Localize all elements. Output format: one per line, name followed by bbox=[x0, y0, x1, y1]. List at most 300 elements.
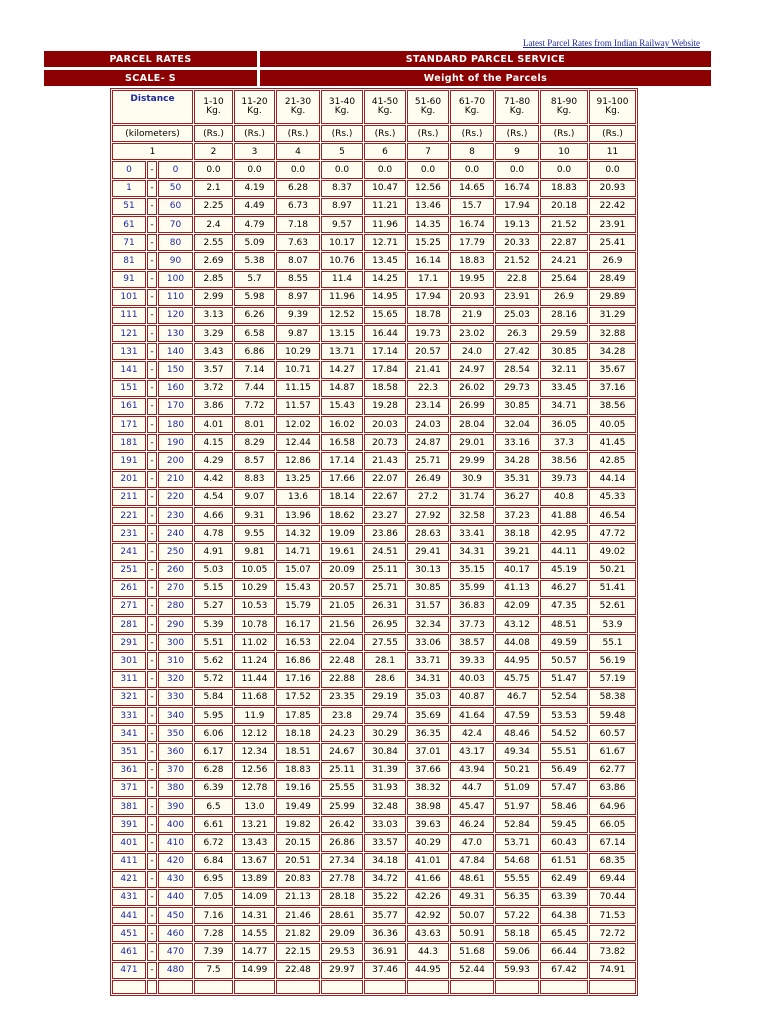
rate-cell: 41.01 bbox=[407, 853, 449, 870]
rate-cell: 14.31 bbox=[234, 907, 275, 924]
weight-unit-label: Kg. bbox=[509, 106, 525, 116]
distance-to-cell: 290 bbox=[158, 616, 193, 633]
rate-cell: 5.95 bbox=[194, 707, 233, 724]
weight-unit-label: Kg. bbox=[377, 106, 393, 116]
distance-separator: - bbox=[147, 562, 157, 579]
rate-cell: 17.84 bbox=[364, 361, 406, 378]
rate-cell: 62.49 bbox=[540, 871, 588, 888]
distance-to-cell: 0 bbox=[158, 161, 193, 178]
weight-range-header-row bbox=[112, 90, 636, 124]
rate-cell: 59.48 bbox=[589, 707, 636, 724]
distance-separator: - bbox=[147, 834, 157, 851]
rate-cell: 56.49 bbox=[540, 762, 588, 779]
rate-cell: 23.27 bbox=[364, 507, 406, 524]
rate-cell: 35.22 bbox=[364, 889, 406, 906]
rate-cell: 6.73 bbox=[276, 198, 320, 215]
rate-cell: 46.54 bbox=[589, 507, 636, 524]
rate-cell: 37.23 bbox=[495, 507, 539, 524]
distance-to-cell: 350 bbox=[158, 725, 193, 742]
rate-cell: 57.19 bbox=[589, 671, 636, 688]
rate-cell: 33.03 bbox=[364, 816, 406, 833]
rate-cell: 69.44 bbox=[589, 871, 636, 888]
distance-to-cell: 480 bbox=[158, 962, 193, 979]
rate-cell: 28.6 bbox=[364, 671, 406, 688]
rate-cell: 52.44 bbox=[450, 962, 494, 979]
rate-cell: 13.89 bbox=[234, 871, 275, 888]
rate-cell: 43.94 bbox=[450, 762, 494, 779]
empty-cell bbox=[147, 980, 157, 994]
rate-cell: 33.41 bbox=[450, 525, 494, 542]
rate-cell: 21.9 bbox=[450, 307, 494, 324]
weight-unit-label: Kg. bbox=[420, 106, 436, 116]
rate-cell: 24.03 bbox=[407, 416, 449, 433]
distance-from-cell: 401 bbox=[112, 834, 146, 851]
distance-separator: - bbox=[147, 234, 157, 251]
rate-cell: 42.95 bbox=[540, 525, 588, 542]
rate-cell: 29.99 bbox=[450, 452, 494, 469]
rate-cell: 11.44 bbox=[234, 671, 275, 688]
distance-to-cell: 420 bbox=[158, 853, 193, 870]
rate-cell: 16.02 bbox=[321, 416, 363, 433]
rate-cell: 6.26 bbox=[234, 307, 275, 324]
rate-cell: 31.74 bbox=[450, 489, 494, 506]
rate-cell: 48.61 bbox=[450, 871, 494, 888]
table-row bbox=[112, 234, 636, 251]
distance-to-cell: 390 bbox=[158, 798, 193, 815]
rate-cell: 22.48 bbox=[276, 962, 320, 979]
distance-separator: - bbox=[147, 525, 157, 542]
rate-cell: 34.31 bbox=[450, 543, 494, 560]
distance-to-cell: 270 bbox=[158, 580, 193, 597]
table-row bbox=[112, 634, 636, 651]
distance-separator: - bbox=[147, 671, 157, 688]
rate-cell: 38.57 bbox=[450, 634, 494, 651]
latest-rates-link[interactable]: Latest Parcel Rates from Indian Railway Website bbox=[523, 38, 701, 48]
column-number: 3 bbox=[234, 143, 275, 160]
rate-cell: 41.66 bbox=[407, 871, 449, 888]
distance-to-cell: 260 bbox=[158, 562, 193, 579]
distance-separator: - bbox=[147, 798, 157, 815]
rate-cell: 39.33 bbox=[450, 652, 494, 669]
empty-cell bbox=[407, 980, 449, 994]
rate-cell: 35.15 bbox=[450, 562, 494, 579]
distance-separator: - bbox=[147, 943, 157, 960]
weight-range-header bbox=[407, 90, 449, 124]
distance-separator: - bbox=[147, 434, 157, 451]
rupees-unit-header: (Rs.) bbox=[234, 125, 275, 142]
column-number: 8 bbox=[450, 143, 494, 160]
rate-cell: 40.17 bbox=[495, 562, 539, 579]
rate-cell: 28.16 bbox=[540, 307, 588, 324]
distance-separator: - bbox=[147, 271, 157, 288]
distance-from-cell: 351 bbox=[112, 743, 146, 760]
table-row bbox=[112, 780, 636, 797]
rate-cell: 29.01 bbox=[450, 434, 494, 451]
table-row bbox=[112, 707, 636, 724]
rate-cell: 11.4 bbox=[321, 271, 363, 288]
rate-cell: 13.71 bbox=[321, 343, 363, 360]
rate-cell: 23.02 bbox=[450, 325, 494, 342]
rate-cell: 12.34 bbox=[234, 743, 275, 760]
rate-cell: 14.55 bbox=[234, 925, 275, 942]
rate-cell: 8.37 bbox=[321, 180, 363, 197]
rate-cell: 21.13 bbox=[276, 889, 320, 906]
rate-cell: 17.14 bbox=[321, 452, 363, 469]
empty-cell bbox=[540, 980, 588, 994]
rate-cell: 6.06 bbox=[194, 725, 233, 742]
rate-cell: 5.62 bbox=[194, 652, 233, 669]
distance-separator: - bbox=[147, 652, 157, 669]
table-row bbox=[112, 580, 636, 597]
rate-cell: 34.28 bbox=[589, 343, 636, 360]
weight-range-label: 61-70 bbox=[458, 96, 486, 107]
rate-cell: 20.33 bbox=[495, 234, 539, 251]
rate-cell: 22.3 bbox=[407, 380, 449, 397]
rate-cell: 39.21 bbox=[495, 543, 539, 560]
rate-cell: 4.19 bbox=[234, 180, 275, 197]
rate-cell: 0.0 bbox=[276, 161, 320, 178]
rate-cell: 38.56 bbox=[589, 398, 636, 415]
rate-cell: 25.11 bbox=[364, 562, 406, 579]
rate-cell: 18.83 bbox=[450, 252, 494, 269]
rate-cell: 28.1 bbox=[364, 652, 406, 669]
rate-cell: 13.45 bbox=[364, 252, 406, 269]
rate-cell: 30.85 bbox=[495, 398, 539, 415]
rate-cell: 21.41 bbox=[407, 361, 449, 378]
distance-from-cell: 221 bbox=[112, 507, 146, 524]
weight-unit-label: Kg. bbox=[556, 106, 572, 116]
rate-cell: 22.87 bbox=[540, 234, 588, 251]
rate-cell: 64.96 bbox=[589, 798, 636, 815]
table-row bbox=[112, 598, 636, 615]
distance-to-cell: 460 bbox=[158, 925, 193, 942]
rate-cell: 11.15 bbox=[276, 380, 320, 397]
rate-cell: 19.82 bbox=[276, 816, 320, 833]
rate-cell: 19.13 bbox=[495, 216, 539, 233]
rate-cell: 49.02 bbox=[589, 543, 636, 560]
rate-cell: 11.68 bbox=[234, 689, 275, 706]
rate-cell: 58.18 bbox=[495, 925, 539, 942]
rate-cell: 0.0 bbox=[450, 161, 494, 178]
distance-to-cell: 370 bbox=[158, 762, 193, 779]
table-row bbox=[112, 907, 636, 924]
rate-cell: 7.72 bbox=[234, 398, 275, 415]
rate-cell: 7.5 bbox=[194, 962, 233, 979]
rate-cell: 67.42 bbox=[540, 962, 588, 979]
rate-cell: 17.52 bbox=[276, 689, 320, 706]
rate-cell: 9.81 bbox=[234, 543, 275, 560]
distance-separator: - bbox=[147, 889, 157, 906]
distance-separator: - bbox=[147, 725, 157, 742]
rate-cell: 23.86 bbox=[364, 525, 406, 542]
rate-cell: 13.46 bbox=[407, 198, 449, 215]
column-number: 9 bbox=[495, 143, 539, 160]
distance-from-cell: 411 bbox=[112, 853, 146, 870]
rate-cell: 38.32 bbox=[407, 780, 449, 797]
rate-cell: 7.18 bbox=[276, 216, 320, 233]
rate-cell: 16.74 bbox=[450, 216, 494, 233]
rate-cell: 29.41 bbox=[407, 543, 449, 560]
rate-cell: 60.57 bbox=[589, 725, 636, 742]
distance-from-cell: 321 bbox=[112, 689, 146, 706]
rupees-unit-header: (Rs.) bbox=[495, 125, 539, 142]
weight-unit-label: Kg. bbox=[464, 106, 480, 116]
rate-cell: 59.45 bbox=[540, 816, 588, 833]
empty-cell bbox=[450, 980, 494, 994]
table-row bbox=[112, 816, 636, 833]
rate-cell: 46.27 bbox=[540, 580, 588, 597]
rate-cell: 13.67 bbox=[234, 853, 275, 870]
rate-cell: 11.9 bbox=[234, 707, 275, 724]
distance-from-cell: 291 bbox=[112, 634, 146, 651]
weight-range-header bbox=[450, 90, 494, 124]
rate-cell: 30.84 bbox=[364, 743, 406, 760]
distance-from-cell: 51 bbox=[112, 198, 146, 215]
rate-cell: 4.15 bbox=[194, 434, 233, 451]
rate-cell: 6.86 bbox=[234, 343, 275, 360]
rate-cell: 44.3 bbox=[407, 943, 449, 960]
distance-from-cell: 281 bbox=[112, 616, 146, 633]
rate-cell: 40.05 bbox=[589, 416, 636, 433]
distance-separator: - bbox=[147, 361, 157, 378]
table-row bbox=[112, 962, 636, 979]
rate-cell: 53.53 bbox=[540, 707, 588, 724]
rate-cell: 8.01 bbox=[234, 416, 275, 433]
table-row bbox=[112, 452, 636, 469]
rate-cell: 13.6 bbox=[276, 489, 320, 506]
distance-separator: - bbox=[147, 543, 157, 560]
distance-to-cell: 80 bbox=[158, 234, 193, 251]
rate-cell: 14.25 bbox=[364, 271, 406, 288]
rupees-unit-header: (Rs.) bbox=[364, 125, 406, 142]
rate-cell: 0.0 bbox=[364, 161, 406, 178]
rate-cell: 15.65 bbox=[364, 307, 406, 324]
table-row bbox=[112, 325, 636, 342]
weight-range-label: 91-100 bbox=[596, 96, 629, 107]
rate-cell: 4.49 bbox=[234, 198, 275, 215]
rate-cell: 7.63 bbox=[276, 234, 320, 251]
rupees-unit-header: (Rs.) bbox=[450, 125, 494, 142]
distance-from-cell: 91 bbox=[112, 271, 146, 288]
rate-cell: 30.85 bbox=[540, 343, 588, 360]
rate-cell: 54.68 bbox=[495, 853, 539, 870]
rate-cell: 20.03 bbox=[364, 416, 406, 433]
rate-cell: 17.66 bbox=[321, 471, 363, 488]
rate-cell: 4.78 bbox=[194, 525, 233, 542]
rate-cell: 34.31 bbox=[407, 671, 449, 688]
rate-cell: 0.0 bbox=[407, 161, 449, 178]
rate-cell: 32.58 bbox=[450, 507, 494, 524]
distance-from-cell: 341 bbox=[112, 725, 146, 742]
rate-cell: 11.21 bbox=[364, 198, 406, 215]
rate-cell: 7.28 bbox=[194, 925, 233, 942]
rate-cell: 42.09 bbox=[495, 598, 539, 615]
rate-cell: 35.99 bbox=[450, 580, 494, 597]
rate-cell: 5.7 bbox=[234, 271, 275, 288]
rate-cell: 31.39 bbox=[364, 762, 406, 779]
distance-separator: - bbox=[147, 380, 157, 397]
rate-cell: 0.0 bbox=[321, 161, 363, 178]
column-number: 6 bbox=[364, 143, 406, 160]
rate-cell: 26.9 bbox=[589, 252, 636, 269]
rate-cell: 18.83 bbox=[276, 762, 320, 779]
rate-cell: 33.06 bbox=[407, 634, 449, 651]
distance-separator: - bbox=[147, 343, 157, 360]
table-row bbox=[112, 871, 636, 888]
rate-cell: 70.44 bbox=[589, 889, 636, 906]
rate-cell: 12.44 bbox=[276, 434, 320, 451]
rate-cell: 6.72 bbox=[194, 834, 233, 851]
rate-cell: 17.94 bbox=[495, 198, 539, 215]
rate-cell: 53.71 bbox=[495, 834, 539, 851]
rate-cell: 61.51 bbox=[540, 853, 588, 870]
distance-to-cell: 320 bbox=[158, 671, 193, 688]
table-row bbox=[112, 252, 636, 269]
weight-range-header bbox=[321, 90, 363, 124]
rate-cell: 44.08 bbox=[495, 634, 539, 651]
rate-cell: 23.91 bbox=[589, 216, 636, 233]
rate-cell: 20.09 bbox=[321, 562, 363, 579]
distance-separator: - bbox=[147, 398, 157, 415]
distance-to-cell: 340 bbox=[158, 707, 193, 724]
distance-to-cell: 430 bbox=[158, 871, 193, 888]
rate-cell: 30.9 bbox=[450, 471, 494, 488]
rate-cell: 22.8 bbox=[495, 271, 539, 288]
distance-to-cell: 120 bbox=[158, 307, 193, 324]
rate-cell: 13.0 bbox=[234, 798, 275, 815]
rate-cell: 27.42 bbox=[495, 343, 539, 360]
weight-range-header bbox=[276, 90, 320, 124]
rate-cell: 29.19 bbox=[364, 689, 406, 706]
rate-cell: 9.57 bbox=[321, 216, 363, 233]
rate-cell: 24.0 bbox=[450, 343, 494, 360]
rate-cell: 41.45 bbox=[589, 434, 636, 451]
distance-separator: - bbox=[147, 307, 157, 324]
rate-cell: 4.29 bbox=[194, 452, 233, 469]
table-row bbox=[112, 652, 636, 669]
distance-separator: - bbox=[147, 598, 157, 615]
rate-cell: 21.52 bbox=[495, 252, 539, 269]
distance-separator: - bbox=[147, 634, 157, 651]
rate-cell: 16.14 bbox=[407, 252, 449, 269]
rate-cell: 36.35 bbox=[407, 725, 449, 742]
rupees-unit-header: (Rs.) bbox=[407, 125, 449, 142]
rate-cell: 29.97 bbox=[321, 962, 363, 979]
parcel-rates-header: PARCEL RATES bbox=[44, 51, 257, 67]
rate-cell: 11.96 bbox=[364, 216, 406, 233]
rate-cell: 33.71 bbox=[407, 652, 449, 669]
rate-cell: 51.47 bbox=[540, 671, 588, 688]
rate-cell: 28.63 bbox=[407, 525, 449, 542]
rate-cell: 49.34 bbox=[495, 743, 539, 760]
distance-from-cell: 331 bbox=[112, 707, 146, 724]
rate-cell: 41.13 bbox=[495, 580, 539, 597]
distance-from-cell: 311 bbox=[112, 671, 146, 688]
rate-cell: 24.97 bbox=[450, 361, 494, 378]
rate-cell: 21.05 bbox=[321, 598, 363, 615]
distance-separator: - bbox=[147, 871, 157, 888]
table-row bbox=[112, 361, 636, 378]
rate-cell: 37.01 bbox=[407, 743, 449, 760]
rupees-unit-header: (Rs.) bbox=[540, 125, 588, 142]
distance-to-cell: 250 bbox=[158, 543, 193, 560]
rate-cell: 47.72 bbox=[589, 525, 636, 542]
distance-from-cell: 181 bbox=[112, 434, 146, 451]
rate-cell: 25.11 bbox=[321, 762, 363, 779]
rate-cell: 55.55 bbox=[495, 871, 539, 888]
distance-to-cell: 400 bbox=[158, 816, 193, 833]
rate-cell: 38.56 bbox=[540, 452, 588, 469]
rate-cell: 58.46 bbox=[540, 798, 588, 815]
rate-cell: 38.18 bbox=[495, 525, 539, 542]
rate-cell: 27.92 bbox=[407, 507, 449, 524]
rate-cell: 6.84 bbox=[194, 853, 233, 870]
rate-cell: 14.65 bbox=[450, 180, 494, 197]
empty-cell bbox=[194, 980, 233, 994]
rate-cell: 57.22 bbox=[495, 907, 539, 924]
distance-from-cell: 61 bbox=[112, 216, 146, 233]
rate-cell: 6.39 bbox=[194, 780, 233, 797]
rate-cell: 21.82 bbox=[276, 925, 320, 942]
rate-cell: 37.3 bbox=[540, 434, 588, 451]
weight-of-parcels-header: Weight of the Parcels bbox=[260, 70, 711, 86]
rate-cell: 23.35 bbox=[321, 689, 363, 706]
table-row bbox=[112, 271, 636, 288]
table-row bbox=[112, 343, 636, 360]
rate-cell: 50.57 bbox=[540, 652, 588, 669]
rate-cell: 65.45 bbox=[540, 925, 588, 942]
rate-cell: 20.57 bbox=[407, 343, 449, 360]
column-number: 4 bbox=[276, 143, 320, 160]
rate-cell: 54.52 bbox=[540, 725, 588, 742]
rate-cell: 6.95 bbox=[194, 871, 233, 888]
rate-cell: 23.91 bbox=[495, 289, 539, 306]
rate-cell: 46.24 bbox=[450, 816, 494, 833]
rate-cell: 5.72 bbox=[194, 671, 233, 688]
rate-cell: 9.39 bbox=[276, 307, 320, 324]
rate-cell: 51.41 bbox=[589, 580, 636, 597]
rate-cell: 14.77 bbox=[234, 943, 275, 960]
rate-cell: 19.73 bbox=[407, 325, 449, 342]
rate-cell: 21.56 bbox=[321, 616, 363, 633]
distance-separator: - bbox=[147, 907, 157, 924]
distance-to-cell: 190 bbox=[158, 434, 193, 451]
rate-cell: 36.83 bbox=[450, 598, 494, 615]
rate-cell: 18.78 bbox=[407, 307, 449, 324]
rate-cell: 35.03 bbox=[407, 689, 449, 706]
rate-cell: 19.95 bbox=[450, 271, 494, 288]
distance-separator: - bbox=[147, 925, 157, 942]
rate-cell: 7.05 bbox=[194, 889, 233, 906]
empty-cell bbox=[276, 980, 320, 994]
rate-cell: 34.18 bbox=[364, 853, 406, 870]
table-row bbox=[112, 398, 636, 415]
rate-cell: 42.4 bbox=[450, 725, 494, 742]
rate-cell: 17.94 bbox=[407, 289, 449, 306]
rate-cell: 25.55 bbox=[321, 780, 363, 797]
rate-cell: 42.85 bbox=[589, 452, 636, 469]
distance-to-cell: 60 bbox=[158, 198, 193, 215]
distance-to-cell: 90 bbox=[158, 252, 193, 269]
rate-cell: 26.49 bbox=[407, 471, 449, 488]
rate-cell: 22.48 bbox=[321, 652, 363, 669]
column-number: 7 bbox=[407, 143, 449, 160]
rate-cell: 6.61 bbox=[194, 816, 233, 833]
table-row bbox=[112, 198, 636, 215]
rate-cell: 24.23 bbox=[321, 725, 363, 742]
weight-range-label: 11-20 bbox=[241, 96, 268, 107]
distance-to-cell: 240 bbox=[158, 525, 193, 542]
